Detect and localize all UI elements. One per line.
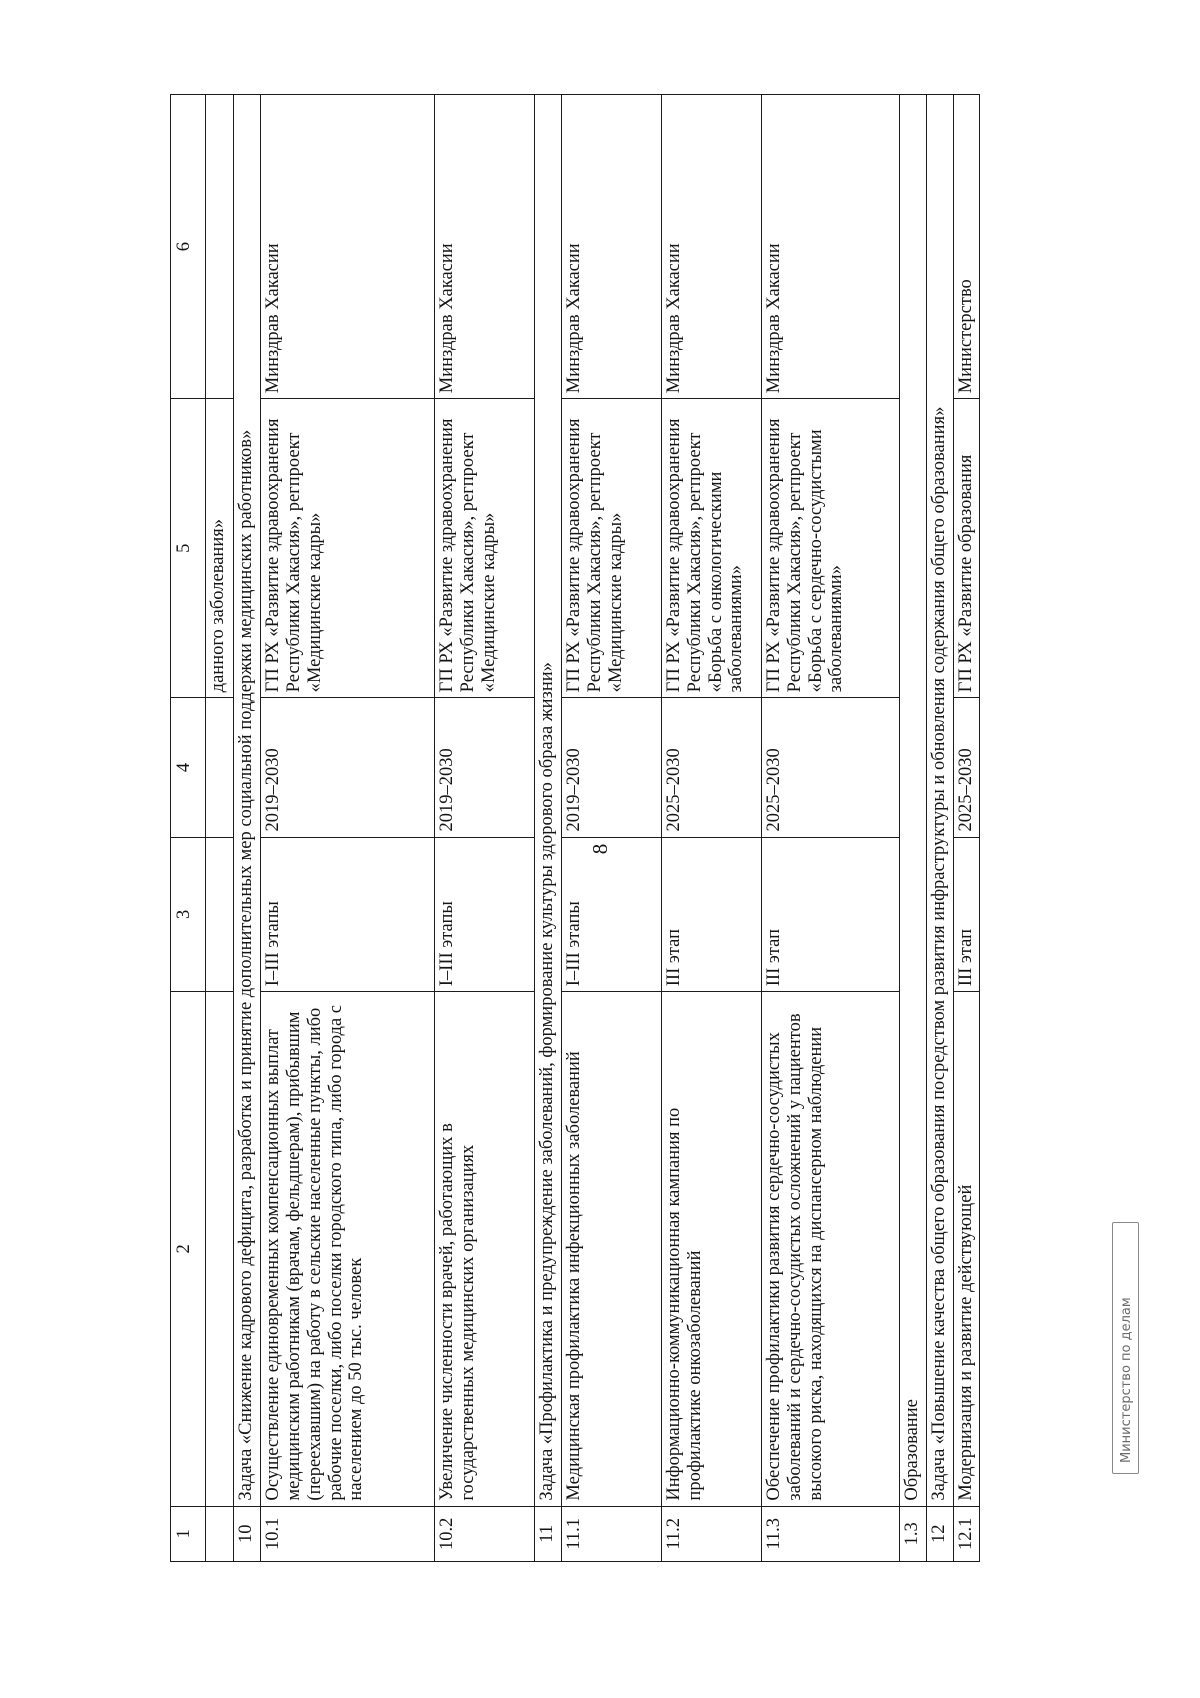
period-cell: 2025–2030 [761,698,899,837]
event-cell: Информационно-коммуникационная кампания по профилактике онкозаболеваний [661,992,761,1506]
event-cell: Медицинская профилактика инфекционных заболеваний [561,992,661,1506]
table-row [434,95,534,1562]
row-number: 10.2 [434,1506,534,1561]
table-row [260,95,434,1562]
header-cell: 6 [171,95,206,399]
table-header-row [171,95,206,1562]
event-cell: Увеличение численности врачей, работающих в государственных медицинских организациях [434,992,534,1506]
task-row [534,95,561,1562]
program-cell: ГП РХ «Развитие здравоохранения Республики Хакасия», регпроект «Медицинские кадры» [260,399,434,698]
header-cell: 2 [171,992,206,1506]
stage-cell: I–III этапы [434,837,534,992]
stage-cell: III этап [761,837,899,992]
responsible-cell: Минздрав Хакасии [761,95,899,399]
event-cell: Осуществление единовременных компенсационных выплат медицинским работникам (врачам, фельдшерам), прибывшим (переехавшим) на работу в сельские населенные пункты, либо рабочие поселки, либо поселки городского типа, либо города с населением до 50 тыс. человек [260,992,434,1506]
period-cell: 2025–2030 [953,698,980,837]
program-cell: ГП РХ «Развитие здравоохранения Республики Хакасия», регпроект «Борьба с онкологическими заболеваниями» [661,399,761,698]
header-cell: 5 [171,399,206,698]
row-number: 11 [534,1506,561,1561]
program-cell: ГП РХ «Развитие здравоохранения Республики Хакасия», регпроект «Медицинские кадры» [434,399,534,698]
stage-cell: I–III этапы [260,837,434,992]
row-number: 10.1 [260,1506,434,1561]
header-cell: 1 [171,1506,206,1561]
header-cell: 4 [171,698,206,837]
responsible-cell: Минздрав Хакасии [434,95,534,399]
section-text: Образование [899,95,926,1507]
stage-cell: I–III этапы [561,837,661,992]
continuation-cell: данного заболевания» [206,399,234,698]
row-number: 11.2 [661,1506,761,1561]
responsible-cell: Минздрав Хакасии [260,95,434,399]
row-number: 1.3 [899,1506,926,1561]
responsible-cell: Минздрав Хакасии [661,95,761,399]
period-cell: 2019–2030 [260,698,434,837]
row-number: 11.3 [761,1506,899,1561]
event-cell: Модернизация и развитие действующей [953,992,980,1506]
task-text: Задача «Снижение кадрового дефицита, разработка и принятие дополнительных мер социальной поддержки медицинских работников» [234,95,261,1507]
event-cell: Обеспечение профилактики развития сердечно-сосудистых заболеваний и сердечно-сосудистых осложнений у пациентов высокого риска, находящихся на диспансерном наблюдении [761,992,899,1506]
row-number: 12 [926,1506,953,1561]
section-row [899,95,926,1562]
table-row [761,95,899,1562]
plan-table [170,94,980,1562]
table-row [953,95,980,1562]
document-table-rotated [170,94,1070,1562]
row-number: 10 [234,1506,261,1561]
table-row [561,95,661,1562]
task-row [926,95,953,1562]
row-number: 12.1 [953,1506,980,1561]
table-row [661,95,761,1562]
responsible-cell: Минздрав Хакасии [561,95,661,399]
task-text: Задача «Профилактика и предупреждение заболеваний, формирование культуры здорового образа жизни» [534,95,561,1507]
task-text: Задача «Повышение качества общего образования посредством развития инфраструктуры и обновления содержания общего образования» [926,95,953,1507]
task-row [234,95,261,1562]
program-cell: ГП РХ «Развитие здравоохранения Республики Хакасия», регпроект «Медицинские кадры» [561,399,661,698]
registration-stamp: Министерство по делам [1112,1222,1139,1474]
period-cell: 2025–2030 [661,698,761,837]
program-cell: ГП РХ «Развитие здравоохранения Республики Хакасия», регпроект «Борьба с сердечно-сосудистыми заболеваниями» [761,399,899,698]
stage-cell: III этап [661,837,761,992]
row-number: 11.1 [561,1506,661,1561]
continuation-row [206,95,234,1562]
stage-cell: III этап [953,837,980,992]
period-cell: 2019–2030 [561,698,661,837]
header-cell: 3 [171,837,206,992]
responsible-cell: Министерство [953,95,980,399]
page-number: 8 [588,843,612,855]
period-cell: 2019–2030 [434,698,534,837]
program-cell: ГП РХ «Развитие образования [953,399,980,698]
